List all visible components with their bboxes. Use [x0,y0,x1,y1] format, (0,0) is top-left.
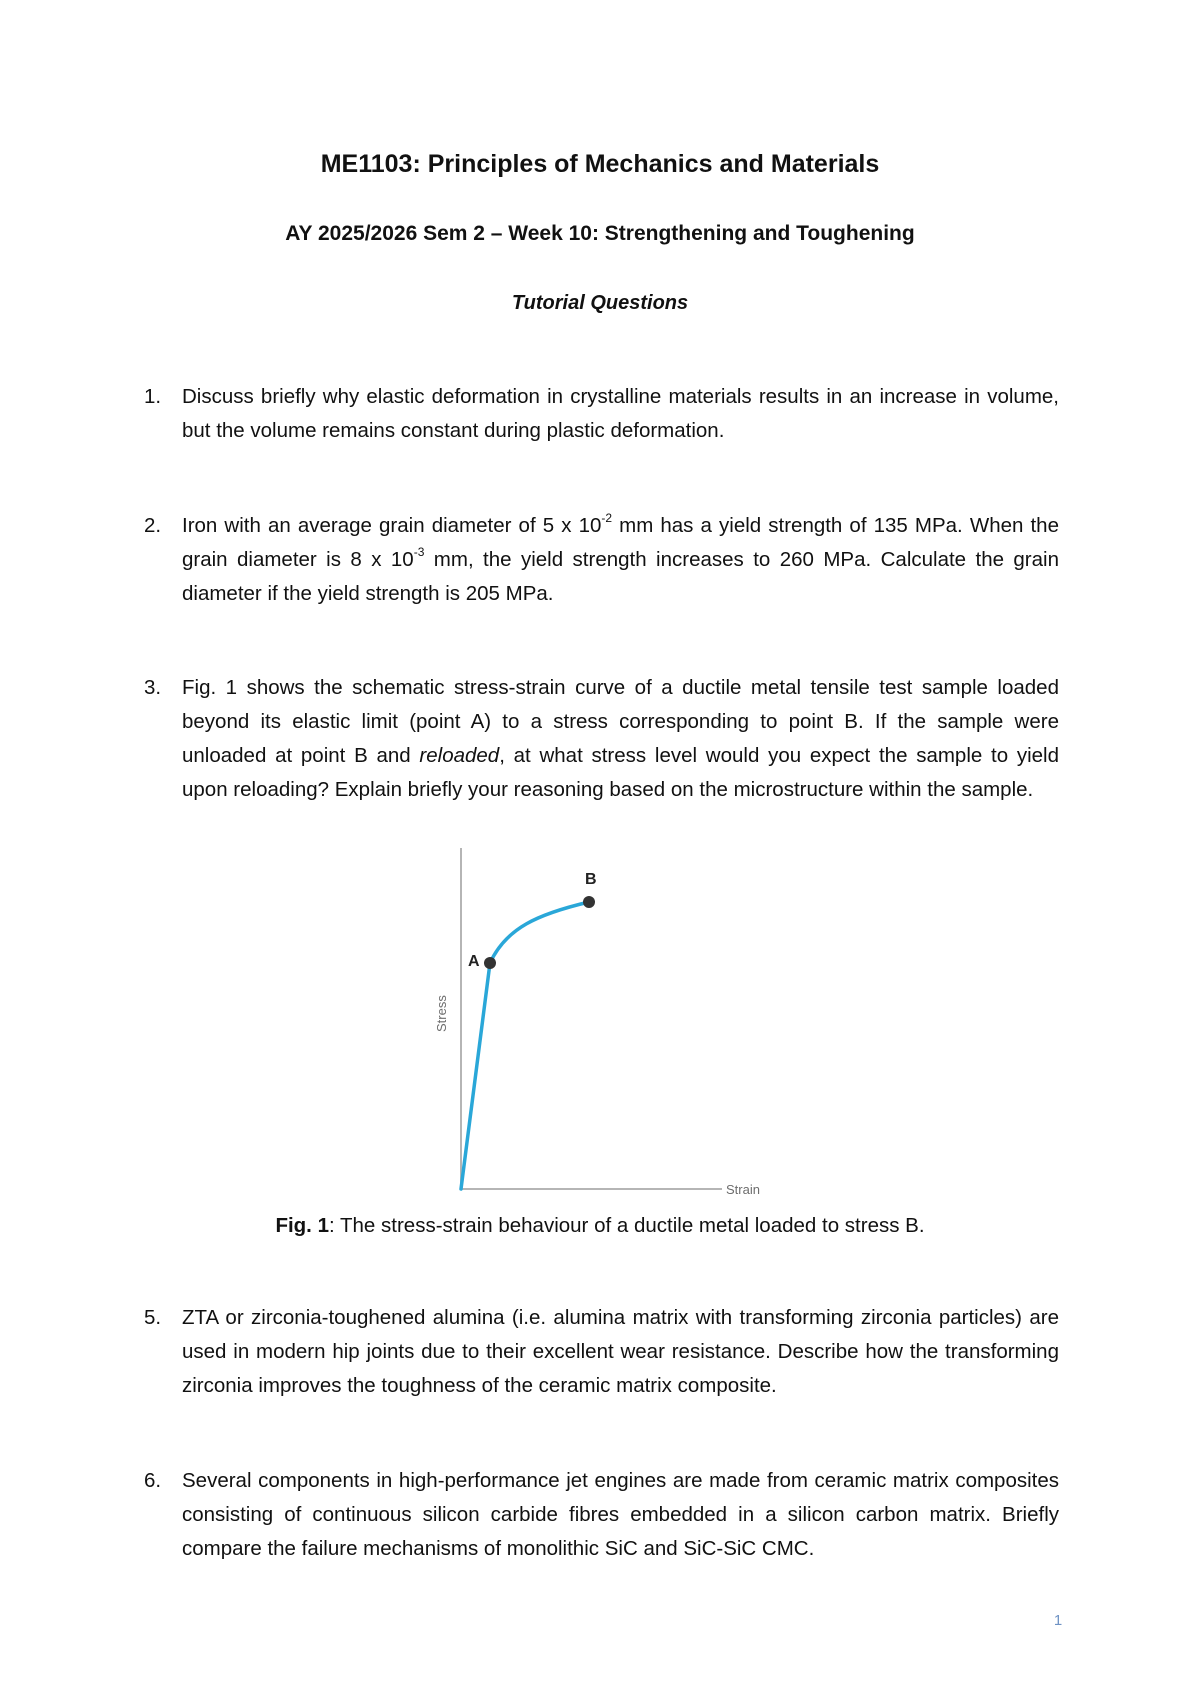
point-b-marker [583,896,595,908]
point-a-label: A [468,953,480,970]
question-number: 6. [144,1469,162,1492]
question-number: 5. [144,1306,162,1329]
section-heading: Tutorial Questions [511,292,689,314]
stress-strain-figure [418,836,778,1196]
question-5 [144,1301,1059,1403]
question-text: Discuss briefly why elastic deformation in crystalline materials results in an increase in volume, but the volume remains constant during plastic deformation. [182,385,1059,442]
question-number: 1. [144,385,162,408]
question-3 [144,671,1059,807]
question-number: 2. [144,514,162,537]
figure-caption: Fig. 1: The stress-strain behaviour of a ductile metal loaded to stress B. [275,1214,925,1237]
question-2 [144,509,1059,611]
point-a-marker [484,957,496,969]
stress-strain-curve [461,902,589,1189]
question-text: ZTA or zirconia-toughened alumina (i.e. alumina matrix with transforming zirconia particles) are used in modern hip joints due to their excellent wear resistance. Describe how the transforming zirconia improves the toughness of the ceramic matrix composite. [182,1306,1059,1397]
question-text: Several components in high-performance jet engines are made from ceramic matrix composites consisting of continuous silicon carbide fibres embedded in a silicon carbon matrix. Briefly compare the failure mechanisms of monolithic SiC and SiC-SiC CMC. [182,1469,1059,1560]
point-b-label: B [585,871,597,888]
question-1 [144,380,1059,448]
week-subtitle: AY 2025/2026 Sem 2 – Week 10: Strengthening and Toughening [285,222,915,245]
course-title: ME1103: Principles of Mechanics and Materials [320,150,880,178]
question-6 [144,1464,1059,1566]
question-number: 3. [144,676,162,699]
y-axis-label: Stress [434,995,449,1032]
page-number: 1 [1053,1612,1063,1629]
question-text: Iron with an average grain diameter of 5 x $10^{-2}$ mm has a yield strength of 135 MPa. When the grain diameter is 8 x $10^{-3}$ mm, the yield strength increases to 260 MPa. Calculate the grain diameter if the yield strength is 205 MPa. [182,511,1059,605]
question-text: Fig. 1 shows the schematic stress-strain curve of a ductile metal tensile test sample loaded beyond its elastic limit (point A) to a stress corresponding to point B. If the sample were unloaded at point B and reloaded, at what stress level would you expect the sample to yield upon reloading? Explain briefly your reasoning based on the microstructure within the sample. [182,676,1059,801]
x-axis-label: Strain [726,1182,760,1196]
